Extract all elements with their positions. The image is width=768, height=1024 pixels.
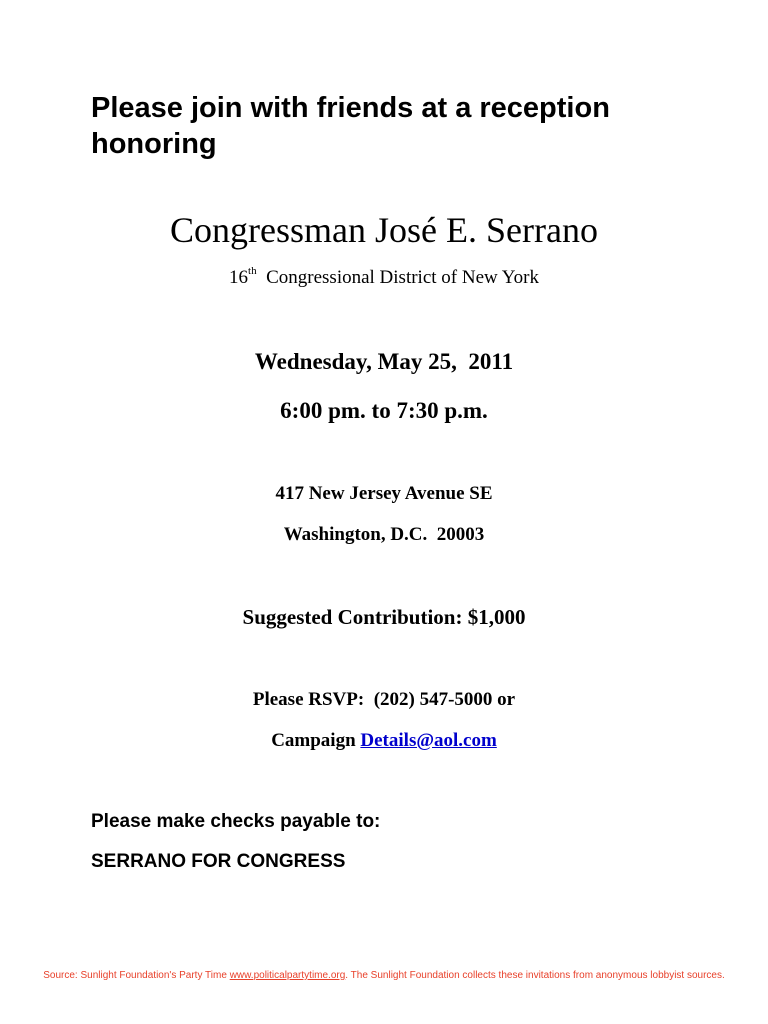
event-date: Wednesday, May 25, 2011 [254, 349, 514, 374]
district-ordinal-suffix: th [248, 265, 257, 277]
district-text: Congressional District of New York [266, 267, 539, 288]
source-prefix: Source: Sunlight Foundation's Party Time [43, 970, 227, 981]
address-city: Washington, D.C. 20003 [283, 524, 485, 545]
suggested-contribution: Suggested Contribution: $1,000 [242, 605, 526, 629]
campaign-prefix: Campaign [271, 730, 356, 751]
district-line [0, 265, 768, 291]
intro-heading: Please join with friends at a reception honoring [91, 92, 610, 160]
source-link[interactable]: www.politicalpartytime.org [229, 970, 346, 981]
payee-name: SERRANO FOR CONGRESS [91, 851, 346, 872]
campaign-email-link[interactable]: Details@aol.com [360, 730, 497, 751]
checks-payable-label: Please make checks payable to: [91, 811, 381, 832]
rsvp-line: Please RSVP: (202) 547-5000 or [252, 689, 516, 710]
honoree-name: Congressman José E. Serrano [170, 210, 598, 250]
district-ordinal-number: 16 [229, 267, 249, 288]
source-footer [0, 969, 768, 983]
campaign-line [0, 728, 768, 754]
source-suffix: . The Sunlight Foundation collects these invitations from anonymous lobbyist sources. [345, 970, 725, 981]
address-street: 417 New Jersey Avenue SE [275, 483, 493, 504]
event-time: 6:00 pm. to 7:30 p.m. [280, 398, 488, 423]
